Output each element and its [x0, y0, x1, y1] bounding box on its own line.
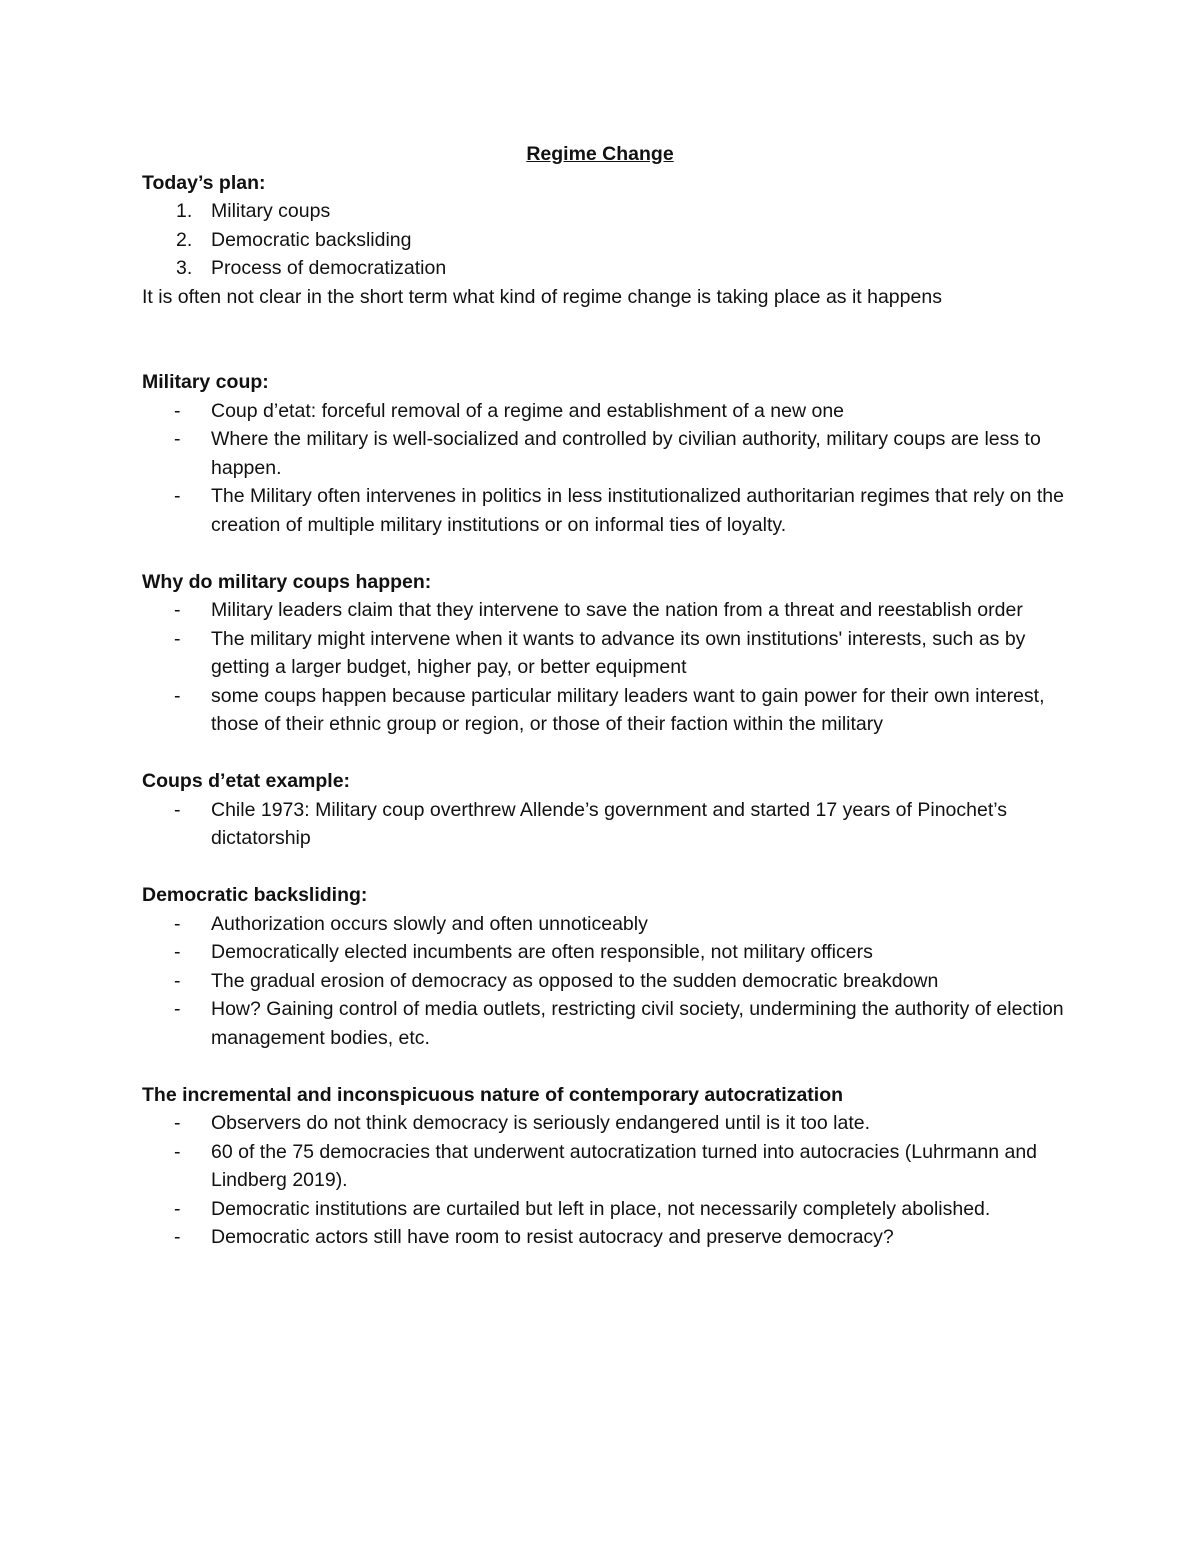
- bullet-list: [142, 1109, 1072, 1252]
- list-item-text: The Military often intervenes in politics in less institutionalized authoritarian regimes that rely on the creation of multiple military institutions or on informal ties of loyalty.: [211, 485, 1065, 536]
- plan-heading: Today’s plan:: [142, 171, 266, 194]
- bullet-dash: -: [174, 684, 181, 707]
- bullet-dash: -: [174, 798, 181, 821]
- sections-container: [142, 368, 1072, 1252]
- section-heading: Why do military coups happen:: [142, 570, 432, 593]
- list-item-text: Where the military is well-socialized and controlled by civilian authority, military coups are less to happen.: [211, 428, 1041, 479]
- plan-item-text: Process of democratization: [211, 257, 447, 279]
- list-item-text: 60 of the 75 democracies that underwent autocratization turned into autocracies (Luhrmann and Lindberg 2019).: [211, 1140, 1038, 1191]
- list-item-text: Democratically elected incumbents are often responsible, not military officers: [211, 941, 873, 963]
- bullet-dash: -: [174, 1112, 181, 1134]
- list-item: [142, 796, 1072, 853]
- bullet-list: [142, 910, 1072, 1053]
- list-item: [142, 967, 1072, 996]
- list-item: [142, 995, 1072, 1052]
- list-item: [142, 938, 1072, 967]
- list-number: 1.: [176, 200, 193, 222]
- list-item: [142, 482, 1072, 539]
- plan-item: [142, 197, 1072, 226]
- list-item: [142, 596, 1072, 625]
- bullet-dash: -: [174, 969, 181, 992]
- section-heading: Military coup:: [142, 371, 269, 393]
- list-item: [142, 625, 1072, 682]
- bullet-dash: -: [174, 1226, 181, 1248]
- list-item-text: Democratic institutions are curtailed but left in place, not necessarily completely abolished.: [211, 1197, 991, 1220]
- list-item: [142, 425, 1072, 482]
- list-item-text: Chile 1973: Military coup overthrew Allende’s government and started 17 years of Pinochet’s dictatorship: [211, 798, 1007, 849]
- section: [142, 1081, 1072, 1252]
- list-item-text: Observers do not think democracy is seriously endangered until is it too late.: [211, 1112, 871, 1134]
- list-item-text: The gradual erosion of democracy as opposed to the sudden democratic breakdown: [211, 969, 939, 992]
- bullet-dash: -: [174, 599, 181, 621]
- bullet-dash: -: [174, 1140, 181, 1163]
- document-title: Regime Change: [526, 143, 674, 165]
- section-heading: The incremental and inconspicuous nature of contemporary autocratization: [142, 1083, 844, 1106]
- list-item-text: Military leaders claim that they intervene to save the nation from a threat and reestablish order: [211, 599, 1023, 621]
- list-item: [142, 1223, 1072, 1252]
- bullet-list: [142, 796, 1072, 853]
- bullet-dash: -: [174, 485, 181, 507]
- bullet-list: [142, 397, 1072, 540]
- list-item: [142, 1138, 1072, 1195]
- list-item: [142, 1109, 1072, 1138]
- list-item-text: How? Gaining control of media outlets, restricting civil society, undermining the authority of election management bodies, etc.: [211, 998, 1064, 1049]
- list-item: [142, 397, 1072, 426]
- plan-item: [142, 226, 1072, 255]
- bullet-list: [142, 596, 1072, 739]
- plan-item-text: Military coups: [211, 200, 331, 222]
- list-item-text: The military might intervene when it wants to advance its own institutions' interests, such as by getting a larger budget, higher pay, or better equipment: [211, 627, 1026, 678]
- plan-note: It is often not clear in the short term what kind of regime change is taking place as it happens: [142, 285, 942, 308]
- section-heading: Democratic backsliding:: [142, 884, 368, 906]
- list-item: [142, 1195, 1072, 1224]
- list-number: 3.: [176, 257, 193, 279]
- list-item-text: Authorization occurs slowly and often unnoticeably: [211, 912, 648, 935]
- plan-item: [142, 254, 1072, 283]
- list-item: [142, 910, 1072, 939]
- list-item: [142, 682, 1072, 739]
- list-item-text: Democratic actors still have room to resist autocracy and preserve democracy?: [211, 1226, 894, 1248]
- section: [142, 568, 1072, 739]
- plan-list: [142, 197, 1072, 283]
- section: [142, 368, 1072, 539]
- section: [142, 881, 1072, 1052]
- bullet-dash: -: [174, 998, 181, 1020]
- plan-item-text: Democratic backsliding: [211, 228, 412, 251]
- list-number: 2.: [176, 228, 193, 251]
- section: [142, 767, 1072, 853]
- list-item-text: Coup d’etat: forceful removal of a regime and establishment of a new one: [211, 399, 845, 422]
- bullet-dash: -: [174, 941, 181, 963]
- bullet-dash: -: [174, 399, 181, 422]
- bullet-dash: -: [174, 1197, 181, 1220]
- bullet-dash: -: [174, 912, 181, 935]
- list-item-text: some coups happen because particular military leaders want to gain power for their own interest, those of their ethnic group or region, or those of their faction within the military: [211, 684, 1045, 735]
- bullet-dash: -: [174, 627, 181, 650]
- section-heading: Coups d’etat example:: [142, 770, 351, 792]
- document-body: [142, 140, 1072, 1252]
- bullet-dash: -: [174, 428, 181, 450]
